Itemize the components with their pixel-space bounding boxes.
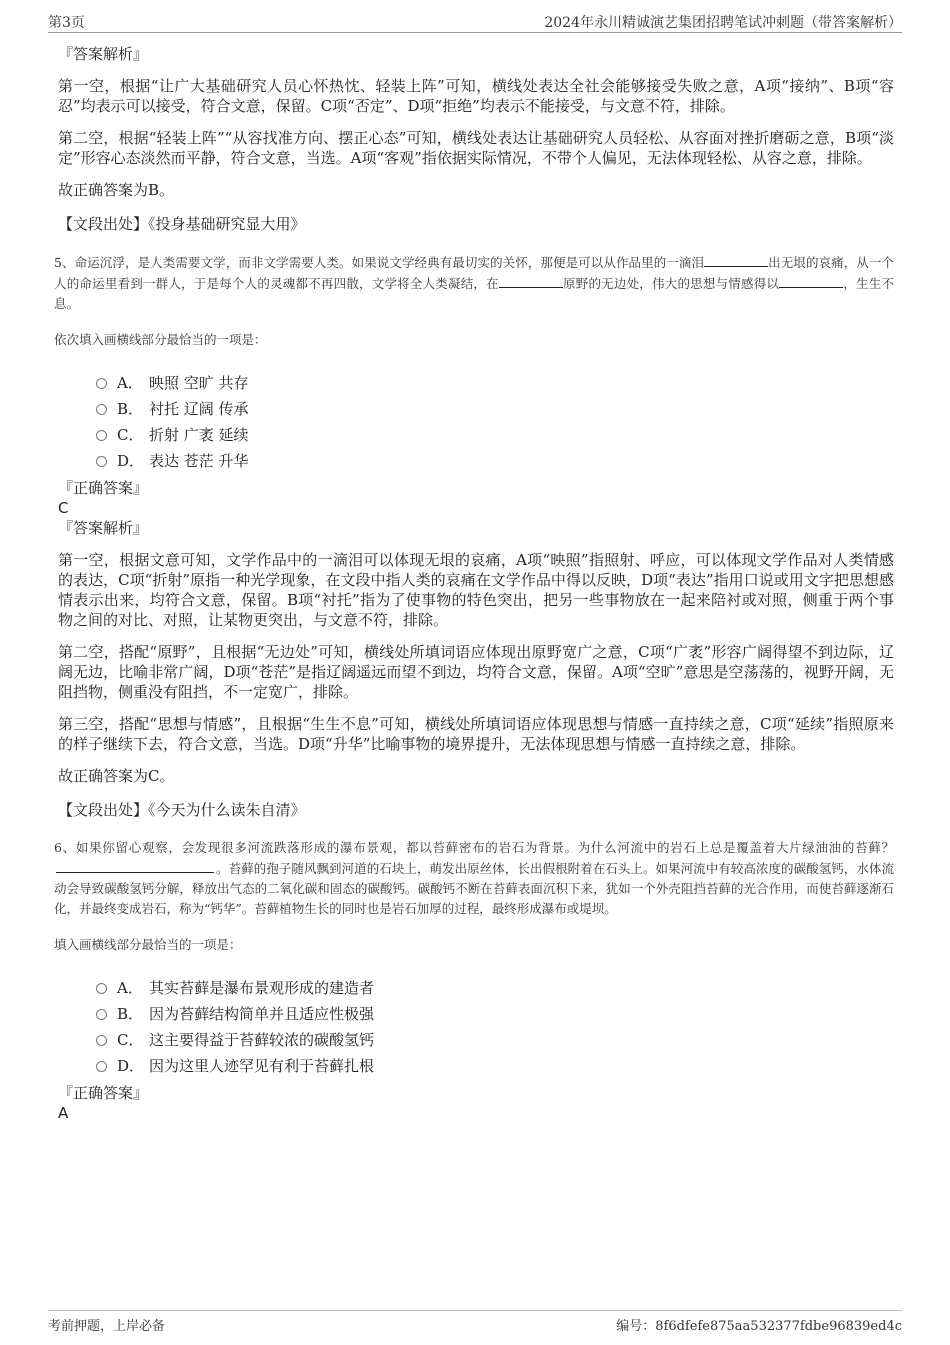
q6-blank bbox=[56, 858, 214, 873]
q5-analysis-1: 第一空，根据文意可知，文学作品中的一滴泪可以体现无垠的哀痛，A项“映照”指照射、呼应，可以体现文学作品对人类情感的表达，C项“折射”原指一种光学现象，在文段中指人类的哀痛在文学作品中得以反映，D项“表达”指用口说或用文字把思想感情表示出来，均符合文意，保留。B项“衬托”指为了使事物的特色突出，把另一些事物放在一起来陪衬或对照，侧重于两个事物之间的对比、对照，让某物更突出，与文意不符，排除。 bbox=[58, 551, 894, 629]
q5-source-title: 《今天为什么读朱自清》 bbox=[148, 801, 306, 819]
option-letter: D． bbox=[117, 1057, 145, 1075]
source-label: 【文段出处】 bbox=[58, 801, 149, 819]
q5-option-c[interactable] bbox=[96, 422, 894, 448]
option-letter: A． bbox=[117, 374, 143, 392]
q5-stem bbox=[54, 252, 894, 314]
radio-icon[interactable] bbox=[96, 983, 107, 994]
q5-blank-2 bbox=[499, 273, 563, 288]
radio-icon[interactable] bbox=[96, 1009, 107, 1020]
radio-icon[interactable] bbox=[96, 1061, 107, 1072]
q4-analysis-label: 『答案解析』 bbox=[58, 45, 149, 63]
document-title: 2024年永川精诚演艺集团招聘笔试冲刺题（带答案解析） bbox=[544, 15, 902, 31]
q5-stem-part-4: ，生生不息。 bbox=[54, 276, 894, 311]
q4-analysis-2: 第二空，根据“轻装上阵”“从容找准方向、摆正心态”可知，横线处表达让基础研究人员轻松、从容面对挫折磨砺之意，B项“淡定”形容心态淡然而平静，符合文意，当选。A项“客观”指依据实际情况，不带个人偏见，无法体现轻松、从容之意，排除。 bbox=[58, 129, 894, 167]
option-letter: C． bbox=[117, 426, 144, 444]
q5-blank-3 bbox=[779, 273, 843, 288]
q5-analysis-4: 故正确答案为C。 bbox=[58, 767, 175, 785]
q6-answer: A bbox=[58, 1104, 69, 1122]
option-text: 这主要得益于苔藓较浓的碳酸氢钙 bbox=[149, 1031, 375, 1049]
q5-prompt: 依次填入画横线部分最恰当的一项是： bbox=[54, 332, 267, 347]
q5-stem-part-1: 5、命运沉浮，是人类需要文学，而非文学需要人类。如果说文学经典有最切实的关怀，那便是可以从作品里的一滴泪 bbox=[54, 255, 705, 270]
q5-analysis-3: 第三空，搭配“思想与情感”，且根据“生生不息”可知，横线处所填词语应体现思想与情感一直持续之意，C项“延续”指照原来的样子继续下去，符合文意，当选。D项“升华”比喻事物的境界提升，无法体现思想与情感一直持续之意，排除。 bbox=[58, 715, 894, 753]
q5-option-b[interactable] bbox=[96, 396, 894, 422]
option-text: 衬托 辽阔 传承 bbox=[149, 400, 249, 418]
q5-analysis-label: 『答案解析』 bbox=[58, 519, 149, 537]
footer-slogan: 考前押题，上岸必备 bbox=[48, 1319, 166, 1334]
option-text: 因为苔藓结构简单并且适应性极强 bbox=[149, 1005, 375, 1023]
radio-icon[interactable] bbox=[96, 1035, 107, 1046]
option-text: 其实苔藓是瀑布景观形成的建造者 bbox=[149, 979, 375, 997]
radio-icon[interactable] bbox=[96, 430, 107, 441]
option-letter: B． bbox=[117, 400, 144, 418]
option-text: 映照 空旷 共存 bbox=[149, 374, 249, 392]
q5-answer-label: 『正确答案』 bbox=[58, 479, 149, 497]
q6-stem-part-2: 。苔藓的孢子随风飘到河道的石块上，萌发出原丝体，长出假根附着在石头上。如果河流中有较高浓度的碳酸氢钙，水体流动会导致碳酸氢钙分解，释放出气态的二氧化碳和固态的碳酸钙。碳酸钙不断在苔藓表面沉积下来，犹如一个外壳阻挡苔藓的光合作用，而使苔藓逐渐石化，并最终变成岩石，称为“钙华”。苔藓植物生长的同时也是岩石加厚的过程，最终形成瀑布或堤坝。 bbox=[54, 861, 894, 916]
q5-stem-part-2: 出无垠的哀痛，从一个人的命运里看到一群人，于是每个人的灵魂都不再四散，文学将全人类凝结，在 bbox=[54, 255, 894, 291]
q6-option-b[interactable] bbox=[96, 1001, 894, 1027]
option-text: 表达 苍茫 升华 bbox=[149, 452, 249, 470]
page-content bbox=[54, 44, 894, 1123]
page-footer bbox=[48, 1310, 902, 1335]
radio-icon[interactable] bbox=[96, 378, 107, 389]
option-letter: B． bbox=[117, 1005, 144, 1023]
q5-answer: C bbox=[58, 499, 69, 517]
option-letter: D． bbox=[117, 452, 145, 470]
option-letter: C． bbox=[117, 1031, 144, 1049]
q6-stem-part-1: 6、如果你留心观察，会发现很多河流跌落形成的瀑布景观，都以苔藓密布的岩石为背景。为什么河流中的岩石上总是覆盖着大片绿油油的苔藓？ bbox=[54, 840, 894, 855]
radio-icon[interactable] bbox=[96, 456, 107, 467]
q4-analysis-1: 第一空，根据“让广大基础研究人员心怀热忱、轻装上阵”可知，横线处表达全社会能够接受失败之意，A项“接纳”、B项“容忍”均表示可以接受，符合文意，保留。C项“否定”、D项“拒绝”均表示不能接受，与文意不符，排除。 bbox=[58, 77, 894, 115]
q6-answer-label: 『正确答案』 bbox=[58, 1084, 149, 1102]
q4-analysis-3: 故正确答案为B。 bbox=[58, 181, 175, 199]
source-label: 【文段出处】 bbox=[58, 215, 149, 233]
page-number: 第3页 bbox=[48, 15, 85, 31]
q4-source-title: 《投身基础研究显大用》 bbox=[148, 215, 306, 233]
radio-icon[interactable] bbox=[96, 404, 107, 415]
q5-option-d[interactable] bbox=[96, 448, 894, 474]
q5-analysis-2: 第二空，搭配“原野”，且根据“无边处”可知，横线处所填词语应体现出原野宽广之意，C项“广袤”形容广阔得望不到边际，辽阔无边，比喻非常广阔，D项“苍茫”是指辽阔遥远而望不到边，均符合文意，保留。A项“空旷”意思是空荡荡的，视野开阔，无阻挡物，侧重没有阻挡，不一定宽广，排除。 bbox=[58, 643, 894, 701]
page-header bbox=[48, 10, 902, 33]
option-letter: A． bbox=[117, 979, 143, 997]
q6-options bbox=[96, 975, 894, 1079]
q6-prompt: 填入画横线部分最恰当的一项是： bbox=[54, 937, 242, 952]
q5-option-a[interactable] bbox=[96, 370, 894, 396]
q5-stem-part-3: 原野的无边处，伟大的思想与情感得以 bbox=[562, 276, 780, 291]
q4-source bbox=[58, 214, 894, 234]
footer-code: 编号：8f6dfefe875aa532377fdbe96839ed4c bbox=[616, 1319, 902, 1334]
q6-stem bbox=[54, 838, 894, 919]
option-text: 因为这里人迹罕见有利于苔藓扎根 bbox=[149, 1057, 375, 1075]
q6-option-d[interactable] bbox=[96, 1053, 894, 1079]
q5-blank-1 bbox=[704, 252, 768, 267]
q6-option-c[interactable] bbox=[96, 1027, 894, 1053]
q6-option-a[interactable] bbox=[96, 975, 894, 1001]
q5-options bbox=[96, 370, 894, 474]
option-text: 折射 广袤 延续 bbox=[149, 426, 249, 444]
q5-source bbox=[58, 800, 894, 820]
